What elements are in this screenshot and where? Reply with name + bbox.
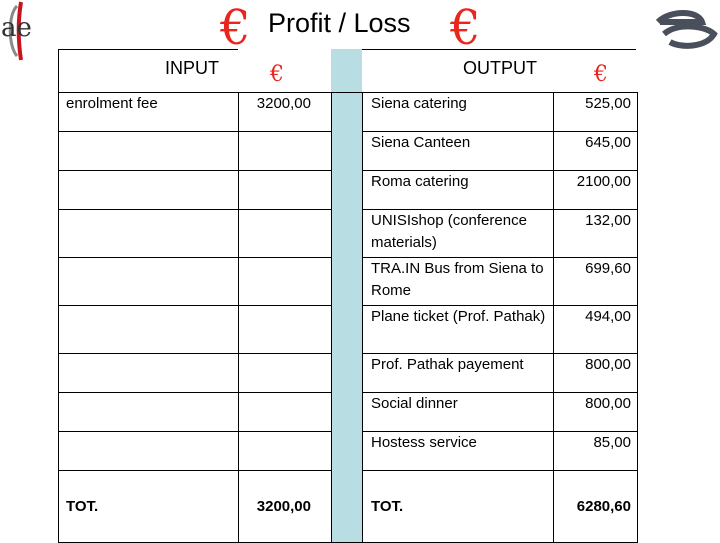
output-amount-cell: 132,00: [554, 210, 638, 258]
output-label-cell: Prof. Pathak payement: [363, 354, 554, 393]
right-logo: [650, 4, 720, 52]
output-amount-cell: 494,00: [554, 306, 638, 354]
output-amount-cell: 800,00: [554, 393, 638, 432]
logo-right-text: es: [650, 4, 652, 5]
page-title: Profit / Loss: [268, 8, 411, 38]
output-header: OUTPUT: [463, 58, 537, 78]
output-amount-cell: 2100,00: [554, 171, 638, 210]
output-label-cell: Siena Canteen: [363, 132, 554, 171]
input-currency-icon: €: [270, 62, 284, 87]
input-amount-cell: 3200,00: [239, 93, 332, 132]
output-currency-icon: €: [594, 62, 608, 87]
euro-icon-left: €: [220, 0, 251, 56]
logo-left-a: ae: [1, 13, 32, 43]
profit-loss-table: [58, 92, 638, 543]
separator-column-top: [331, 49, 362, 92]
output-label-cell: TRA.IN Bus from Siena to Rome: [363, 258, 554, 306]
output-label-cell: Social dinner: [363, 393, 554, 432]
output-amount-cell: 699,60: [554, 258, 638, 306]
input-header: INPUT: [165, 58, 219, 78]
input-label-cell: enrolment fee: [59, 93, 239, 132]
output-amount-cell: 645,00: [554, 132, 638, 171]
table-row: [59, 93, 638, 132]
output-label-cell: Siena catering: [363, 93, 554, 132]
output-total-label: TOT.: [363, 471, 554, 543]
output-label-cell: Roma catering: [363, 171, 554, 210]
output-amount-cell: 525,00: [554, 93, 638, 132]
euro-icon-right: €: [450, 0, 481, 56]
output-label-cell: Plane ticket (Prof. Pathak): [363, 306, 554, 354]
input-total-amount: 3200,00: [239, 471, 332, 543]
left-logo: [0, 0, 56, 62]
output-amount-cell: 85,00: [554, 432, 638, 471]
output-label-cell: Hostess service: [363, 432, 554, 471]
output-total-amount: 6280,60: [554, 471, 638, 543]
output-header-box: [362, 49, 636, 93]
separator-column: [332, 93, 363, 543]
input-header-box: [58, 49, 238, 93]
output-label-cell: UNISIshop (conference materials): [363, 210, 554, 258]
output-amount-cell: 800,00: [554, 354, 638, 393]
input-total-label: TOT.: [59, 471, 239, 543]
